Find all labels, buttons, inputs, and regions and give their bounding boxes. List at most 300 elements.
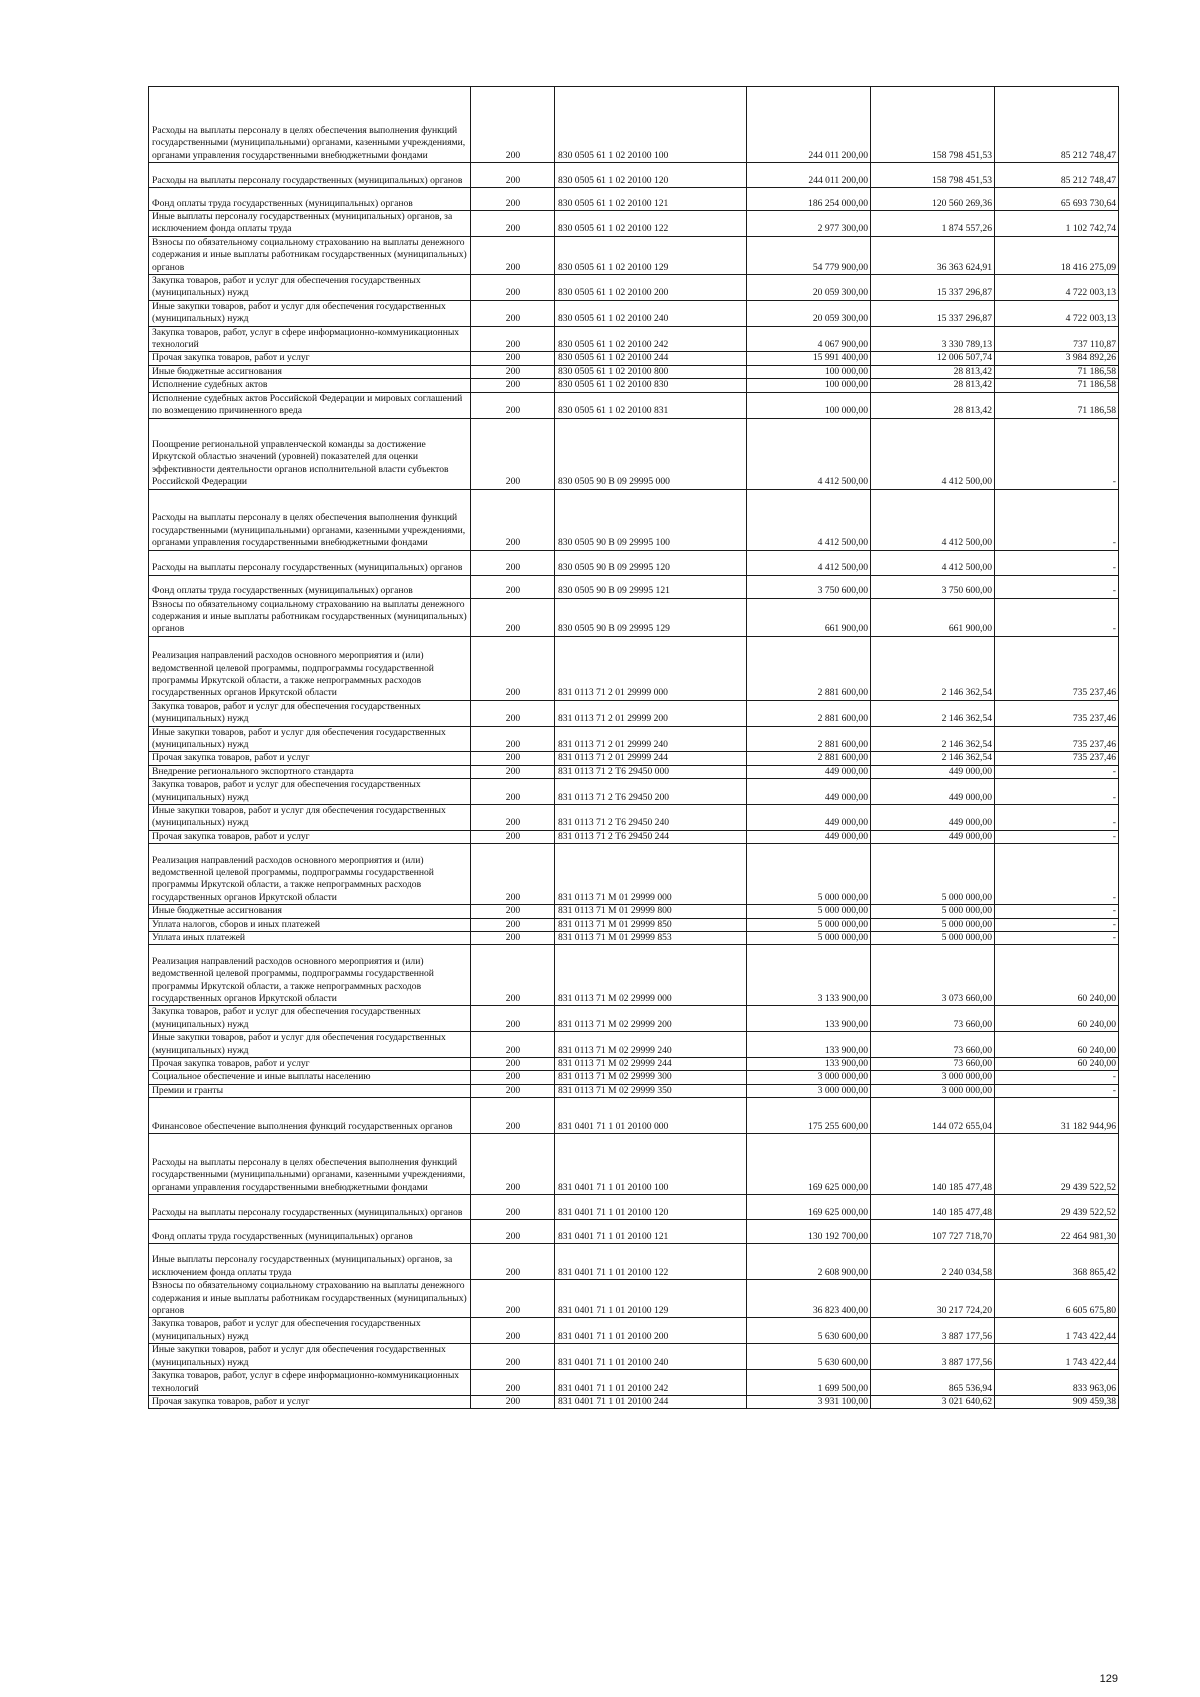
row-name: Реализация направлений расходов основного мероприятия и (или) ведомственной целевой программы, подпрограммы государственной программы Иркутской области, а также непрограммных расходов государственных органов Иркутской области [149, 945, 471, 1006]
table-row [149, 418, 1119, 489]
row-code: 200 [471, 700, 555, 726]
row-code: 200 [471, 1318, 555, 1344]
row-approved-amount: 133 900,00 [747, 1058, 871, 1071]
row-approved-amount: 5 630 600,00 [747, 1344, 871, 1370]
row-name: Прочая закупка товаров, работ и услуг [149, 1395, 471, 1408]
row-classification: 831 0113 71 2 Т6 29450 200 [555, 779, 747, 805]
row-approved-amount: 133 900,00 [747, 1032, 871, 1058]
row-approved-amount: 2 977 300,00 [747, 211, 871, 237]
table-row [149, 550, 1119, 575]
row-name: Фонд оплаты труда государственных (муниципальных) органов [149, 1220, 471, 1244]
row-code: 200 [471, 905, 555, 918]
row-classification: 831 0113 71 2 Т6 29450 000 [555, 765, 747, 778]
row-executed-amount: 120 560 269,36 [871, 188, 995, 211]
row-code: 200 [471, 188, 555, 211]
table-row [149, 87, 1119, 163]
row-code: 200 [471, 326, 555, 352]
row-executed-amount: 1 874 557,26 [871, 211, 995, 237]
table-row [149, 352, 1119, 365]
row-approved-amount: 15 991 400,00 [747, 352, 871, 365]
row-approved-amount: 2 608 900,00 [747, 1244, 871, 1280]
row-executed-amount: 73 660,00 [871, 1058, 995, 1071]
row-classification: 830 0505 90 В 09 29995 120 [555, 550, 747, 575]
row-code: 200 [471, 1032, 555, 1058]
row-code: 200 [471, 1071, 555, 1084]
row-name: Реализация направлений расходов основного мероприятия и (или) ведомственной целевой программы, подпрограммы государственной программы Иркутской области, а также непрограммных расходов государственных органов Иркутской области [149, 636, 471, 700]
row-name: Закупка товаров, работ и услуг для обеспечения государственных (муниципальных) нужд [149, 700, 471, 726]
row-approved-amount: 100 000,00 [747, 392, 871, 418]
row-unexecuted-amount: - [995, 598, 1119, 636]
row-approved-amount: 5 000 000,00 [747, 844, 871, 905]
row-unexecuted-amount: 31 182 944,96 [995, 1098, 1119, 1134]
row-approved-amount: 2 881 600,00 [747, 752, 871, 765]
row-executed-amount: 449 000,00 [871, 830, 995, 843]
table-row [149, 765, 1119, 778]
row-code: 200 [471, 1134, 555, 1195]
row-unexecuted-amount: 60 240,00 [995, 1032, 1119, 1058]
row-classification: 831 0113 71 2 Т6 29450 240 [555, 804, 747, 830]
row-unexecuted-amount: 4 722 003,13 [995, 275, 1119, 301]
row-executed-amount: 2 146 362,54 [871, 726, 995, 752]
table-row [149, 1318, 1119, 1344]
row-executed-amount: 3 330 789,13 [871, 326, 995, 352]
row-executed-amount: 865 536,94 [871, 1370, 995, 1396]
row-approved-amount: 3 931 100,00 [747, 1395, 871, 1408]
row-executed-amount: 5 000 000,00 [871, 844, 995, 905]
row-executed-amount: 661 900,00 [871, 598, 995, 636]
row-name: Поощрение региональной управленческой команды за достижение Иркутской областью значений (уровней) показателей для оценки эффективности деятельности органов исполнительной власти субъектов Российской Федерации [149, 418, 471, 489]
row-executed-amount: 3 021 640,62 [871, 1395, 995, 1408]
row-classification: 831 0113 71 2 01 29999 240 [555, 726, 747, 752]
row-approved-amount: 175 255 600,00 [747, 1098, 871, 1134]
row-executed-amount: 15 337 296,87 [871, 275, 995, 301]
row-unexecuted-amount: - [995, 804, 1119, 830]
row-classification: 830 0505 61 1 02 20100 200 [555, 275, 747, 301]
row-name: Закупка товаров, работ, услуг в сфере информационно-коммуникационных технологий [149, 326, 471, 352]
table-row [149, 918, 1119, 931]
row-executed-amount: 30 217 724,20 [871, 1280, 995, 1318]
table-body [149, 87, 1119, 1409]
row-approved-amount: 133 900,00 [747, 1006, 871, 1032]
table-row [149, 1395, 1119, 1408]
row-classification: 830 0505 61 1 02 20100 122 [555, 211, 747, 237]
row-classification: 831 0113 71 М 01 29999 800 [555, 905, 747, 918]
row-name: Закупка товаров, работ и услуг для обеспечения государственных (муниципальных) нужд [149, 275, 471, 301]
row-name: Исполнение судебных актов Российской Федерации и мировых соглашений по возмещению причиненного вреда [149, 392, 471, 418]
table-row [149, 598, 1119, 636]
row-code: 200 [471, 726, 555, 752]
table-row [149, 1084, 1119, 1097]
row-name: Закупка товаров, работ и услуг для обеспечения государственных (муниципальных) нужд [149, 1318, 471, 1344]
row-name: Фонд оплаты труда государственных (муниципальных) органов [149, 575, 471, 598]
row-name: Фонд оплаты труда государственных (муниципальных) органов [149, 188, 471, 211]
row-name: Прочая закупка товаров, работ и услуг [149, 352, 471, 365]
row-executed-amount: 2 146 362,54 [871, 636, 995, 700]
row-name: Закупка товаров, работ и услуг для обеспечения государственных (муниципальных) нужд [149, 779, 471, 805]
row-code: 200 [471, 87, 555, 163]
row-unexecuted-amount: - [995, 575, 1119, 598]
row-approved-amount: 2 881 600,00 [747, 636, 871, 700]
row-executed-amount: 36 363 624,91 [871, 236, 995, 274]
row-executed-amount: 5 000 000,00 [871, 932, 995, 945]
row-approved-amount: 5 630 600,00 [747, 1318, 871, 1344]
table-row [149, 830, 1119, 843]
row-executed-amount: 3 000 000,00 [871, 1071, 995, 1084]
table-row [149, 163, 1119, 188]
row-name: Расходы на выплаты персоналу в целях обеспечения выполнения функций государственными (муниципальными) органами, казенными учреждениями, органами управления государственными внебюджетными фондами [149, 489, 471, 550]
row-executed-amount: 28 813,42 [871, 365, 995, 378]
row-classification: 831 0113 71 2 01 29999 000 [555, 636, 747, 700]
row-approved-amount: 169 625 000,00 [747, 1195, 871, 1220]
row-code: 200 [471, 779, 555, 805]
row-name: Взносы по обязательному социальному страхованию на выплаты денежного содержания и иные выплаты работникам государственных (муниципальных) органов [149, 1280, 471, 1318]
row-classification: 830 0505 61 1 02 20100 800 [555, 365, 747, 378]
row-executed-amount: 449 000,00 [871, 804, 995, 830]
row-executed-amount: 4 412 500,00 [871, 418, 995, 489]
row-executed-amount: 4 412 500,00 [871, 489, 995, 550]
row-name: Внедрение регионального экспортного стандарта [149, 765, 471, 778]
row-unexecuted-amount: 60 240,00 [995, 1058, 1119, 1071]
row-approved-amount: 3 750 600,00 [747, 575, 871, 598]
row-executed-amount: 107 727 718,70 [871, 1220, 995, 1244]
row-unexecuted-amount: 29 439 522,52 [995, 1134, 1119, 1195]
row-code: 200 [471, 352, 555, 365]
row-unexecuted-amount: 6 605 675,80 [995, 1280, 1119, 1318]
table-row [149, 575, 1119, 598]
row-approved-amount: 54 779 900,00 [747, 236, 871, 274]
row-classification: 830 0505 61 1 02 20100 831 [555, 392, 747, 418]
row-classification: 831 0401 71 1 01 20100 244 [555, 1395, 747, 1408]
row-executed-amount: 73 660,00 [871, 1006, 995, 1032]
table-row [149, 844, 1119, 905]
row-name: Прочая закупка товаров, работ и услуг [149, 1058, 471, 1071]
row-unexecuted-amount: 909 459,38 [995, 1395, 1119, 1408]
row-unexecuted-amount: 735 237,46 [995, 700, 1119, 726]
row-approved-amount: 169 625 000,00 [747, 1134, 871, 1195]
row-unexecuted-amount: - [995, 550, 1119, 575]
row-classification: 831 0401 71 1 01 20100 120 [555, 1195, 747, 1220]
row-name: Взносы по обязательному социальному страхованию на выплаты денежного содержания и иные выплаты работникам государственных (муниципальных) органов [149, 598, 471, 636]
row-classification: 830 0505 90 В 09 29995 000 [555, 418, 747, 489]
row-executed-amount: 2 146 362,54 [871, 700, 995, 726]
row-code: 200 [471, 575, 555, 598]
row-executed-amount: 449 000,00 [871, 779, 995, 805]
table-row [149, 636, 1119, 700]
row-executed-amount: 3 887 177,56 [871, 1344, 995, 1370]
row-code: 200 [471, 932, 555, 945]
row-executed-amount: 3 000 000,00 [871, 1084, 995, 1097]
row-approved-amount: 4 412 500,00 [747, 418, 871, 489]
row-name: Иные бюджетные ассигнования [149, 365, 471, 378]
row-unexecuted-amount: 71 186,58 [995, 379, 1119, 392]
row-executed-amount: 140 185 477,48 [871, 1195, 995, 1220]
table-row [149, 1071, 1119, 1084]
table-row [149, 489, 1119, 550]
table-row [149, 236, 1119, 274]
row-unexecuted-amount: 4 722 003,13 [995, 300, 1119, 326]
row-approved-amount: 449 000,00 [747, 804, 871, 830]
row-executed-amount: 28 813,42 [871, 379, 995, 392]
row-unexecuted-amount: - [995, 918, 1119, 931]
row-unexecuted-amount: 65 693 730,64 [995, 188, 1119, 211]
row-unexecuted-amount: 833 963,06 [995, 1370, 1119, 1396]
row-code: 200 [471, 163, 555, 188]
table-row [149, 188, 1119, 211]
row-code: 200 [471, 211, 555, 237]
row-classification: 831 0113 71 М 02 29999 000 [555, 945, 747, 1006]
row-approved-amount: 449 000,00 [747, 830, 871, 843]
row-name: Премии и гранты [149, 1084, 471, 1097]
row-classification: 830 0505 61 1 02 20100 244 [555, 352, 747, 365]
row-unexecuted-amount: 85 212 748,47 [995, 87, 1119, 163]
row-approved-amount: 5 000 000,00 [747, 932, 871, 945]
row-unexecuted-amount: - [995, 844, 1119, 905]
row-approved-amount: 20 059 300,00 [747, 275, 871, 301]
row-name: Прочая закупка товаров, работ и услуг [149, 752, 471, 765]
row-executed-amount: 449 000,00 [871, 765, 995, 778]
row-code: 200 [471, 236, 555, 274]
row-executed-amount: 28 813,42 [871, 392, 995, 418]
table-row [149, 1244, 1119, 1280]
row-unexecuted-amount: - [995, 418, 1119, 489]
row-executed-amount: 3 073 660,00 [871, 945, 995, 1006]
row-approved-amount: 244 011 200,00 [747, 163, 871, 188]
table-row [149, 1032, 1119, 1058]
row-code: 200 [471, 379, 555, 392]
row-name: Социальное обеспечение и иные выплаты населению [149, 1071, 471, 1084]
table-row [149, 300, 1119, 326]
table-row [149, 1344, 1119, 1370]
row-executed-amount: 140 185 477,48 [871, 1134, 995, 1195]
table-row [149, 379, 1119, 392]
row-approved-amount: 36 823 400,00 [747, 1280, 871, 1318]
row-executed-amount: 73 660,00 [871, 1032, 995, 1058]
row-classification: 830 0505 90 В 09 29995 100 [555, 489, 747, 550]
table-row [149, 726, 1119, 752]
row-classification: 831 0113 71 2 Т6 29450 244 [555, 830, 747, 843]
row-code: 200 [471, 1098, 555, 1134]
row-code: 200 [471, 1395, 555, 1408]
row-name: Закупка товаров, работ и услуг для обеспечения государственных (муниципальных) нужд [149, 1006, 471, 1032]
row-classification: 831 0113 71 2 01 29999 200 [555, 700, 747, 726]
table-row [149, 1195, 1119, 1220]
table-row [149, 752, 1119, 765]
row-unexecuted-amount: 22 464 981,30 [995, 1220, 1119, 1244]
row-classification: 830 0505 61 1 02 20100 129 [555, 236, 747, 274]
table-row [149, 365, 1119, 378]
row-unexecuted-amount: 29 439 522,52 [995, 1195, 1119, 1220]
table-row [149, 1058, 1119, 1071]
table-row [149, 1006, 1119, 1032]
row-classification: 831 0401 71 1 01 20100 240 [555, 1344, 747, 1370]
row-code: 200 [471, 918, 555, 931]
row-executed-amount: 2 240 034,58 [871, 1244, 995, 1280]
row-name: Исполнение судебных актов [149, 379, 471, 392]
table-row [149, 804, 1119, 830]
row-name: Уплата иных платежей [149, 932, 471, 945]
row-name: Финансовое обеспечение выполнения функций государственных органов [149, 1098, 471, 1134]
row-code: 200 [471, 752, 555, 765]
row-code: 200 [471, 1084, 555, 1097]
row-code: 200 [471, 945, 555, 1006]
row-classification: 831 0113 71 2 01 29999 244 [555, 752, 747, 765]
row-classification: 830 0505 90 В 09 29995 121 [555, 575, 747, 598]
row-approved-amount: 244 011 200,00 [747, 87, 871, 163]
row-unexecuted-amount: 1 743 422,44 [995, 1344, 1119, 1370]
row-unexecuted-amount: 735 237,46 [995, 752, 1119, 765]
row-name: Расходы на выплаты персоналу в целях обеспечения выполнения функций государственными (муниципальными) органами, казенными учреждениями, органами управления государственными внебюджетными фондами [149, 87, 471, 163]
row-classification: 831 0401 71 1 01 20100 129 [555, 1280, 747, 1318]
row-code: 200 [471, 1195, 555, 1220]
row-unexecuted-amount: 735 237,46 [995, 726, 1119, 752]
row-classification: 831 0113 71 М 02 29999 300 [555, 1071, 747, 1084]
row-name: Расходы на выплаты персоналу государственных (муниципальных) органов [149, 550, 471, 575]
row-unexecuted-amount: 18 416 275,09 [995, 236, 1119, 274]
row-classification: 831 0401 71 1 01 20100 100 [555, 1134, 747, 1195]
row-code: 200 [471, 392, 555, 418]
row-code: 200 [471, 418, 555, 489]
row-name: Иные бюджетные ассигнования [149, 905, 471, 918]
row-approved-amount: 5 000 000,00 [747, 918, 871, 931]
table-row [149, 275, 1119, 301]
row-unexecuted-amount: - [995, 905, 1119, 918]
table-row [149, 779, 1119, 805]
row-name: Иные закупки товаров, работ и услуг для обеспечения государственных (муниципальных) нужд [149, 804, 471, 830]
row-code: 200 [471, 275, 555, 301]
row-code: 200 [471, 598, 555, 636]
row-name: Иные выплаты персоналу государственных (муниципальных) органов, за исключением фонда оплаты труда [149, 211, 471, 237]
row-approved-amount: 661 900,00 [747, 598, 871, 636]
row-approved-amount: 100 000,00 [747, 379, 871, 392]
row-classification: 831 0113 71 М 02 29999 244 [555, 1058, 747, 1071]
page-number: 129 [1099, 1673, 1118, 1685]
row-name: Расходы на выплаты персоналу государственных (муниципальных) органов [149, 1195, 471, 1220]
budget-execution-table [148, 86, 1119, 1409]
table-row [149, 211, 1119, 237]
row-approved-amount: 3 000 000,00 [747, 1071, 871, 1084]
row-approved-amount: 3 133 900,00 [747, 945, 871, 1006]
row-unexecuted-amount: - [995, 489, 1119, 550]
row-code: 200 [471, 830, 555, 843]
row-name: Уплата налогов, сборов и иных платежей [149, 918, 471, 931]
row-classification: 830 0505 61 1 02 20100 121 [555, 188, 747, 211]
row-unexecuted-amount: - [995, 765, 1119, 778]
row-unexecuted-amount: 85 212 748,47 [995, 163, 1119, 188]
row-classification: 830 0505 61 1 02 20100 830 [555, 379, 747, 392]
row-executed-amount: 5 000 000,00 [871, 918, 995, 931]
row-classification: 830 0505 61 1 02 20100 100 [555, 87, 747, 163]
table-row [149, 1370, 1119, 1396]
table-row [149, 1220, 1119, 1244]
row-approved-amount: 2 881 600,00 [747, 700, 871, 726]
row-code: 200 [471, 636, 555, 700]
row-approved-amount: 2 881 600,00 [747, 726, 871, 752]
row-code: 200 [471, 300, 555, 326]
row-unexecuted-amount: - [995, 779, 1119, 805]
row-approved-amount: 449 000,00 [747, 779, 871, 805]
row-classification: 831 0113 71 М 01 29999 853 [555, 932, 747, 945]
row-approved-amount: 4 412 500,00 [747, 550, 871, 575]
row-approved-amount: 3 000 000,00 [747, 1084, 871, 1097]
table-row [149, 700, 1119, 726]
table-row [149, 1098, 1119, 1134]
row-unexecuted-amount: - [995, 1071, 1119, 1084]
row-unexecuted-amount: 735 237,46 [995, 636, 1119, 700]
row-code: 200 [471, 1058, 555, 1071]
row-code: 200 [471, 1344, 555, 1370]
row-name: Иные закупки товаров, работ и услуг для обеспечения государственных (муниципальных) нужд [149, 1344, 471, 1370]
row-approved-amount: 130 192 700,00 [747, 1220, 871, 1244]
row-unexecuted-amount: 71 186,58 [995, 365, 1119, 378]
row-executed-amount: 4 412 500,00 [871, 550, 995, 575]
row-approved-amount: 186 254 000,00 [747, 188, 871, 211]
row-name: Прочая закупка товаров, работ и услуг [149, 830, 471, 843]
row-unexecuted-amount: 60 240,00 [995, 945, 1119, 1006]
row-classification: 831 0113 71 М 02 29999 350 [555, 1084, 747, 1097]
table-row [149, 326, 1119, 352]
table-row [149, 945, 1119, 1006]
table-row [149, 1280, 1119, 1318]
row-executed-amount: 3 887 177,56 [871, 1318, 995, 1344]
row-classification: 830 0505 61 1 02 20100 120 [555, 163, 747, 188]
row-name: Реализация направлений расходов основного мероприятия и (или) ведомственной целевой программы, подпрограммы государственной программы Иркутской области, а также непрограммных расходов государственных органов Иркутской области [149, 844, 471, 905]
row-code: 200 [471, 1220, 555, 1244]
row-executed-amount: 12 006 507,74 [871, 352, 995, 365]
row-unexecuted-amount: 71 186,58 [995, 392, 1119, 418]
row-classification: 831 0113 71 М 02 29999 240 [555, 1032, 747, 1058]
row-approved-amount: 20 059 300,00 [747, 300, 871, 326]
table-row [149, 1134, 1119, 1195]
row-approved-amount: 1 699 500,00 [747, 1370, 871, 1396]
row-approved-amount: 449 000,00 [747, 765, 871, 778]
row-executed-amount: 158 798 451,53 [871, 163, 995, 188]
row-approved-amount: 4 067 900,00 [747, 326, 871, 352]
row-classification: 831 0113 71 М 01 29999 000 [555, 844, 747, 905]
row-code: 200 [471, 1244, 555, 1280]
row-classification: 831 0113 71 М 02 29999 200 [555, 1006, 747, 1032]
table-row [149, 392, 1119, 418]
row-name: Иные закупки товаров, работ и услуг для обеспечения государственных (муниципальных) нужд [149, 1032, 471, 1058]
row-approved-amount: 100 000,00 [747, 365, 871, 378]
row-executed-amount: 15 337 296,87 [871, 300, 995, 326]
row-unexecuted-amount: 1 743 422,44 [995, 1318, 1119, 1344]
table-row [149, 932, 1119, 945]
row-name: Иные закупки товаров, работ и услуг для обеспечения государственных (муниципальных) нужд [149, 300, 471, 326]
row-executed-amount: 3 750 600,00 [871, 575, 995, 598]
row-name: Иные выплаты персоналу государственных (муниципальных) органов, за исключением фонда оплаты труда [149, 1244, 471, 1280]
row-name: Иные закупки товаров, работ и услуг для обеспечения государственных (муниципальных) нужд [149, 726, 471, 752]
row-unexecuted-amount: 3 984 892,26 [995, 352, 1119, 365]
row-unexecuted-amount: - [995, 1084, 1119, 1097]
row-approved-amount: 4 412 500,00 [747, 489, 871, 550]
row-unexecuted-amount: - [995, 932, 1119, 945]
row-executed-amount: 144 072 655,04 [871, 1098, 995, 1134]
row-unexecuted-amount: 368 865,42 [995, 1244, 1119, 1280]
row-code: 200 [471, 1280, 555, 1318]
row-unexecuted-amount: - [995, 830, 1119, 843]
row-unexecuted-amount: 737 110,87 [995, 326, 1119, 352]
row-approved-amount: 5 000 000,00 [747, 905, 871, 918]
row-code: 200 [471, 1370, 555, 1396]
row-name: Закупка товаров, работ, услуг в сфере информационно-коммуникационных технологий [149, 1370, 471, 1396]
row-name: Взносы по обязательному социальному страхованию на выплаты денежного содержания и иные выплаты работникам государственных (муниципальных) органов [149, 236, 471, 274]
row-executed-amount: 5 000 000,00 [871, 905, 995, 918]
row-classification: 831 0113 71 М 01 29999 850 [555, 918, 747, 931]
row-code: 200 [471, 765, 555, 778]
row-unexecuted-amount: 60 240,00 [995, 1006, 1119, 1032]
row-classification: 830 0505 90 В 09 29995 129 [555, 598, 747, 636]
row-code: 200 [471, 804, 555, 830]
